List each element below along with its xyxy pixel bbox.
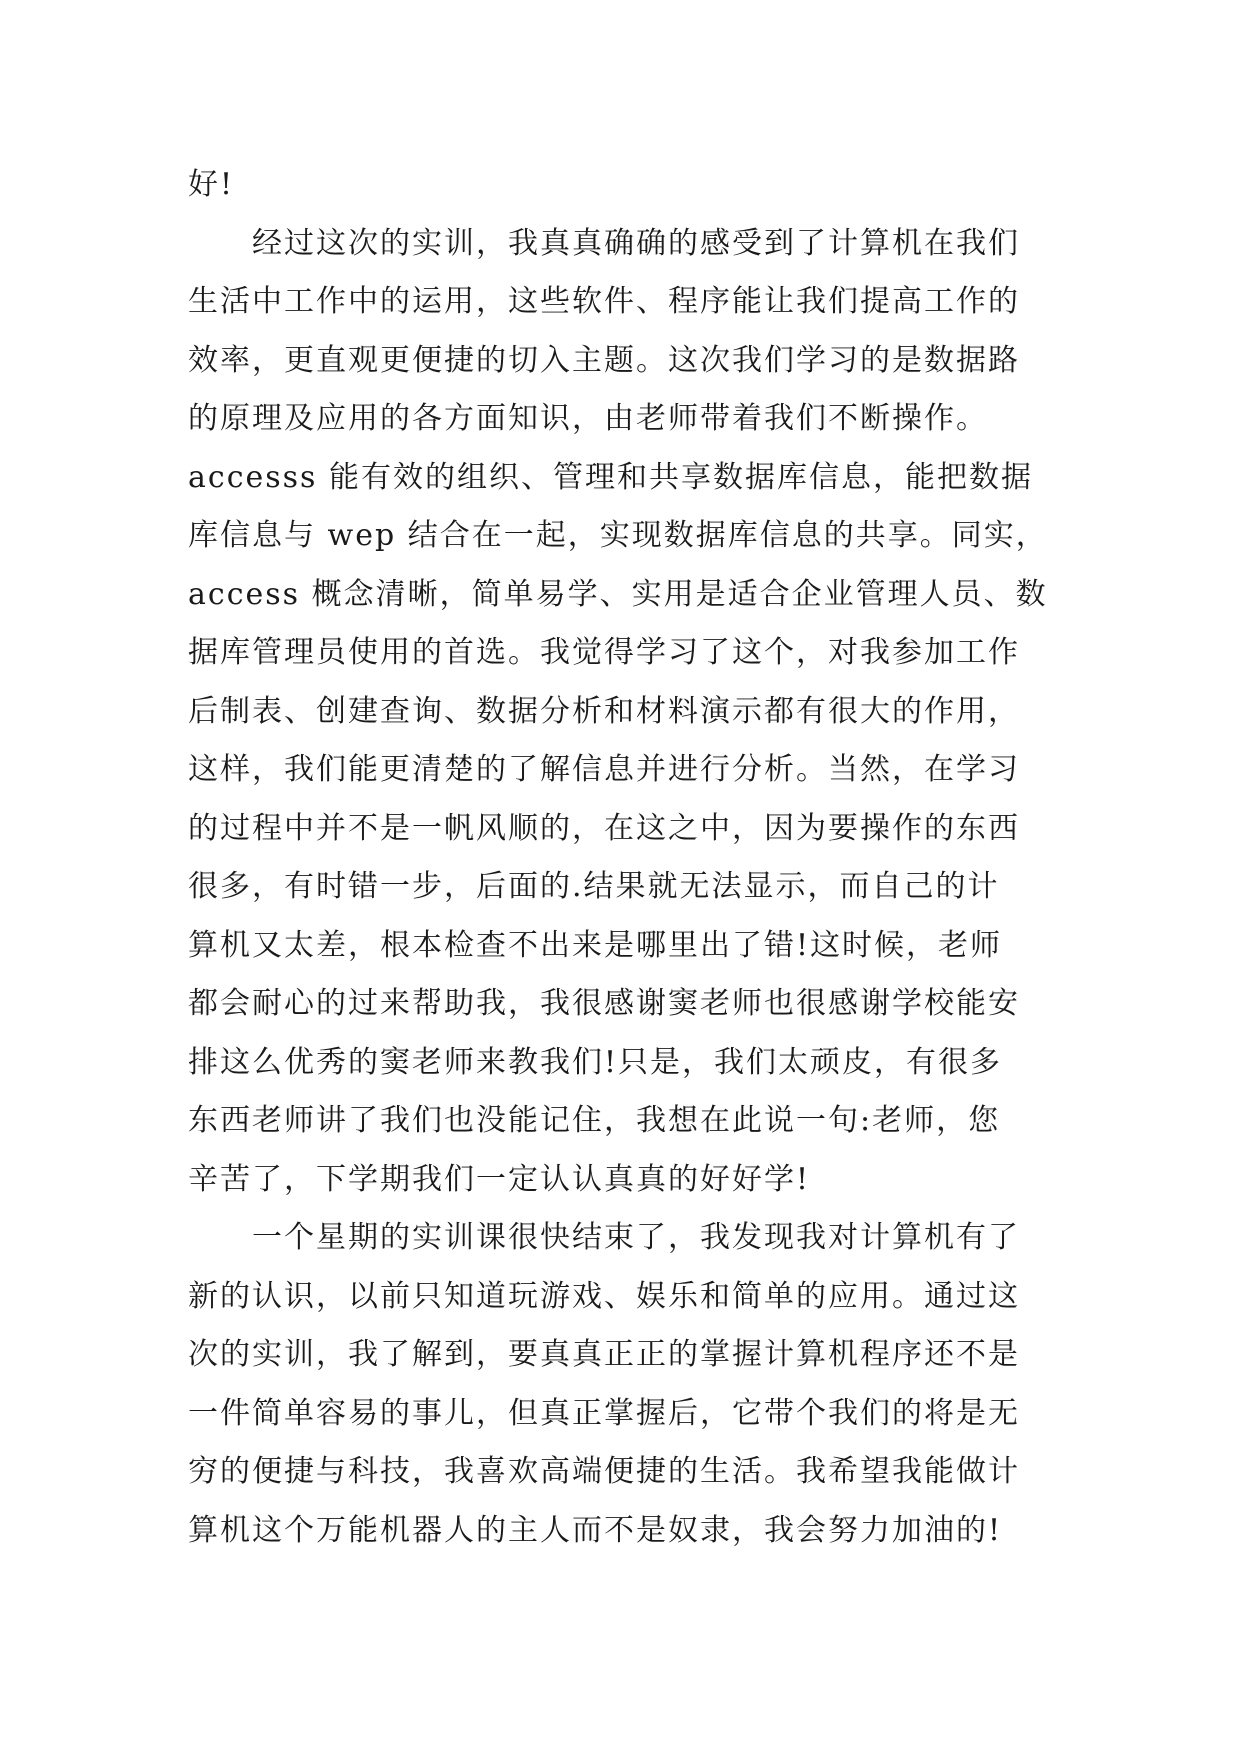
- text-line: 次的实训，我了解到，要真真正正的掌握计算机程序还不是: [188, 1337, 1020, 1372]
- text-line: 算机这个万能机器人的主人而不是奴隶，我会努力加油的!: [188, 1512, 1003, 1548]
- text-line: 辛苦了，下学期我们一定认认真真的好好学!: [188, 1161, 811, 1197]
- paragraph-first-line: 经过这次的实训，我真真确确的感受到了计算机在我们: [252, 225, 1020, 261]
- text-line: accesss 能有效的组织、管理和共享数据库信息，能把数据: [188, 459, 1033, 495]
- text-line: 算机又太差，根本检查不出来是哪里出了错!这时候，老师: [188, 927, 1003, 963]
- body-text: [188, 156, 1068, 1560]
- text-line: 排这么优秀的窦老师来教我们!只是，我们太顽皮，有很多: [188, 1044, 1003, 1080]
- text-line: 东西老师讲了我们也没能记住，我想在此说一句:老师，您: [188, 1103, 1001, 1138]
- text-line: 一件简单容易的事儿，但真正掌握后，它带个我们的将是无: [188, 1395, 1020, 1431]
- text-line: 好!: [188, 167, 235, 202]
- text-line: 都会耐心的过来帮助我，我很感谢窦老师也很感谢学校能安: [188, 986, 1020, 1021]
- text-line: 的原理及应用的各方面知识，由老师带着我们不断操作。: [188, 401, 988, 436]
- paragraph-first-line: 一个星期的实训课很快结束了，我发现我对计算机有了: [252, 1220, 1020, 1255]
- text-line: 的过程中并不是一帆风顺的，在这之中，因为要操作的东西: [188, 810, 1020, 846]
- text-line: 很多，有时错一步，后面的.结果就无法显示，而自己的计: [188, 869, 1000, 904]
- text-line: 这样，我们能更清楚的了解信息并进行分析。当然，在学习: [188, 752, 1020, 787]
- text-line: access 概念清晰，简单易学、实用是适合企业管理人员、数: [188, 576, 1048, 612]
- text-line: 据库管理员使用的首选。我觉得学习了这个，对我参加工作: [188, 635, 1020, 670]
- text-line: 新的认识，以前只知道玩游戏、娱乐和简单的应用。通过这: [188, 1278, 1020, 1314]
- text-line: 穷的便捷与科技，我喜欢高端便捷的生活。我希望我能做计: [188, 1454, 1020, 1489]
- text-line: 效率，更直观更便捷的切入主题。这次我们学习的是数据路: [188, 342, 1020, 378]
- text-line: 后制表、创建查询、数据分析和材料演示都有很大的作用，: [188, 693, 1020, 729]
- text-line: 生活中工作中的运用，这些软件、程序能让我们提高工作的: [188, 284, 1020, 319]
- text-line: 库信息与 wep 结合在一起，实现数据库信息的共享。同实，: [188, 518, 1048, 553]
